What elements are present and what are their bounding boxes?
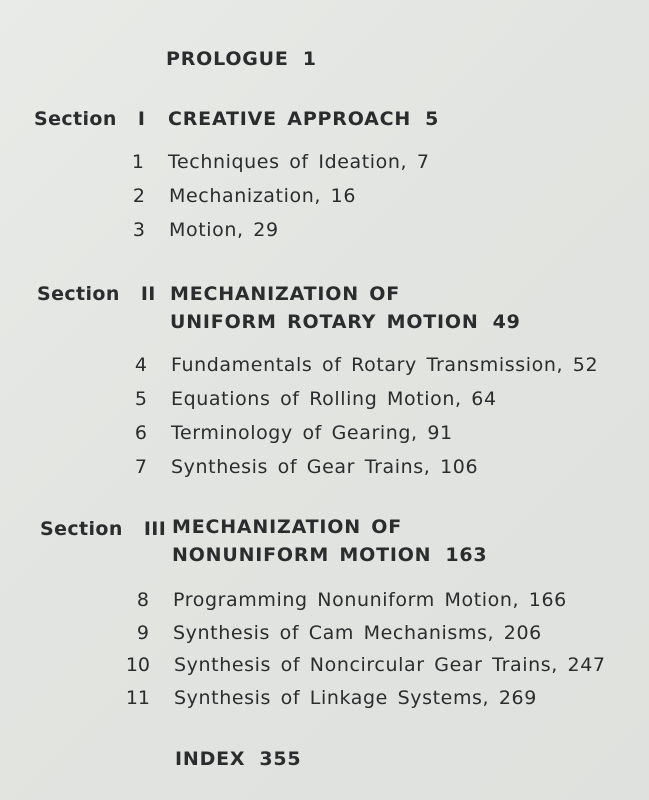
chapter-title: Synthesis of Gear Trains, — [171, 456, 431, 478]
chapter-entry — [169, 219, 279, 241]
chapter-title: Mechanization, — [169, 185, 321, 207]
chapter-entry — [174, 687, 537, 709]
chapter-page: 64 — [471, 388, 497, 410]
section-2-title-line-1 — [170, 283, 400, 305]
chapter-number: 1 — [131, 151, 144, 173]
chapter-title: Synthesis of Cam Mechanisms, — [173, 622, 495, 644]
section-1-title — [168, 108, 439, 130]
chapter-number: 5 — [134, 388, 147, 410]
index-heading — [175, 748, 301, 770]
section-2-title-line-2 — [170, 311, 521, 333]
chapter-page: 269 — [498, 687, 537, 709]
prologue-heading — [166, 48, 317, 70]
chapter-entry — [173, 622, 542, 644]
section-3-title-line-2 — [172, 544, 487, 566]
chapter-page: 91 — [427, 422, 453, 444]
section-numeral: III — [143, 518, 167, 540]
chapter-entry — [169, 185, 356, 207]
section-numeral: II — [140, 283, 156, 305]
section-title-line: CREATIVE APPROACH — [168, 108, 412, 130]
section-word: Section — [34, 108, 117, 130]
chapter-number: 10 — [125, 654, 150, 676]
section-word: Section — [37, 283, 120, 305]
chapter-entry — [168, 151, 430, 173]
chapter-entry — [171, 456, 478, 478]
chapter-number: 6 — [134, 422, 147, 444]
chapter-number: 11 — [125, 687, 150, 709]
section-page: 49 — [492, 311, 521, 333]
chapter-title: Motion, — [169, 219, 244, 241]
chapter-number: 8 — [136, 589, 149, 611]
chapter-title: Terminology of Gearing, — [171, 422, 418, 444]
chapter-entry — [173, 589, 567, 611]
chapter-number: 9 — [136, 622, 149, 644]
section-title-line: MECHANIZATION OF — [172, 516, 403, 538]
section-title-line: UNIFORM ROTARY MOTION — [170, 311, 479, 333]
section-title-line: MECHANIZATION OF — [170, 283, 401, 305]
chapter-entry — [171, 354, 598, 376]
section-title-line: NONUNIFORM MOTION — [172, 544, 432, 566]
chapter-title: Techniques of Ideation, — [168, 151, 408, 173]
chapter-page: 106 — [440, 456, 479, 478]
prologue-label: PROLOGUE — [166, 48, 289, 70]
chapter-number: 2 — [132, 185, 145, 207]
section-numeral: I — [137, 108, 146, 130]
chapter-title: Programming Nonuniform Motion, — [173, 589, 520, 611]
section-1-label — [34, 108, 145, 130]
chapter-entry — [171, 422, 453, 444]
chapter-page: 206 — [503, 622, 542, 644]
chapter-page: 166 — [528, 589, 567, 611]
section-2-label — [37, 283, 156, 305]
chapter-title: Fundamentals of Rotary Transmission, — [171, 354, 564, 376]
section-word: Section — [40, 518, 123, 540]
chapter-number: 4 — [134, 354, 147, 376]
index-label: INDEX — [175, 748, 246, 770]
chapter-number: 3 — [132, 219, 145, 241]
chapter-page: 52 — [572, 354, 599, 376]
chapter-title: Synthesis of Linkage Systems, — [174, 687, 490, 709]
section-page: 163 — [445, 544, 488, 566]
chapter-page: 247 — [567, 654, 606, 676]
chapter-page: 29 — [253, 219, 279, 241]
chapter-title: Equations of Rolling Motion, — [171, 388, 462, 410]
prologue-page: 1 — [302, 48, 317, 70]
chapter-page: 16 — [330, 185, 357, 207]
section-3-title-line-1 — [172, 516, 402, 538]
chapter-title: Synthesis of Noncircular Gear Trains, — [174, 654, 558, 676]
chapter-entry — [171, 388, 497, 410]
section-3-label — [40, 518, 166, 540]
section-page: 5 — [425, 108, 440, 130]
chapter-entry — [174, 654, 606, 676]
index-page: 355 — [259, 748, 302, 770]
chapter-number: 7 — [134, 456, 147, 478]
chapter-page: 7 — [416, 151, 430, 173]
